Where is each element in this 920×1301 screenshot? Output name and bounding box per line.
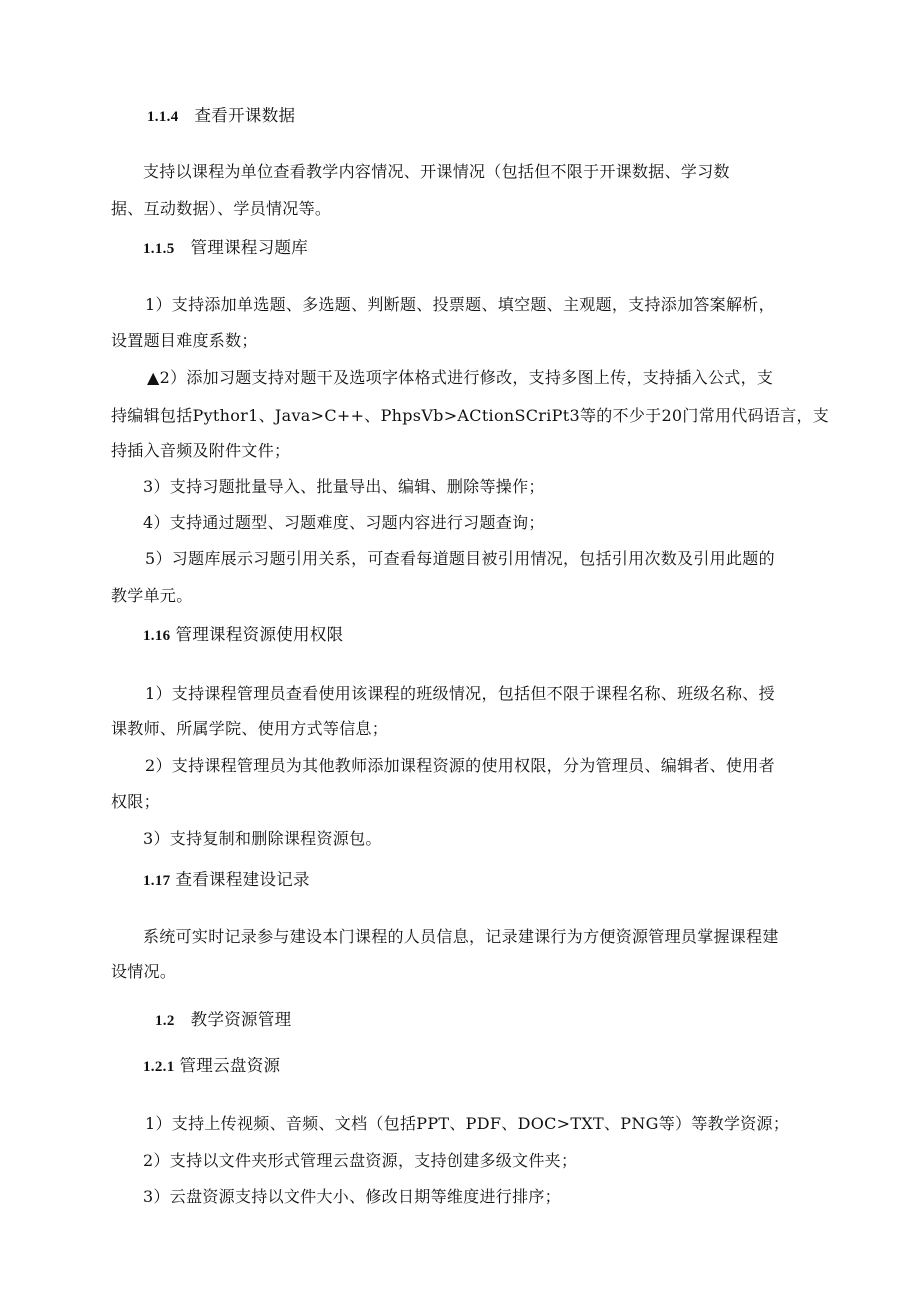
list-item: 1）支持添加单选题、多选题、判断题、投票题、填空题、主观题，支持添加答案解析，	[145, 295, 775, 314]
section-number: 1.1.5	[143, 241, 175, 257]
section-title: 教学资源管理	[190, 1010, 292, 1029]
section-heading-1-2-1	[143, 1056, 843, 1077]
list-item: 2）支持以文件夹形式管理云盘资源，支持创建多级文件夹；	[143, 1151, 578, 1170]
list-item-continuation: 设置题目难度系数；	[111, 331, 258, 350]
list-item-continuation: 教学单元。	[111, 586, 193, 605]
list-item: 5）习题库展示习题引用关系，可查看每道题目被引用情况，包括引用次数及引用此题的	[145, 549, 775, 568]
list-item: 2）支持课程管理员为其他教师添加课程资源的使用权限，分为管理员、编辑者、使用者	[145, 756, 775, 775]
section-number: 1.2.1	[143, 1059, 175, 1075]
section-heading-1-17	[143, 870, 843, 891]
section-heading-1-16	[143, 625, 843, 646]
list-item: 3）支持习题批量导入、批量导出、编辑、删除等操作；	[143, 477, 545, 496]
paragraph-line: 据、互动数据）、学员情况等。	[111, 199, 332, 218]
section-heading-1-2	[155, 1010, 855, 1031]
list-item: 3）云盘资源支持以文件大小、修改日期等维度进行排序；	[143, 1187, 561, 1206]
section-number: 1.1.4	[147, 109, 179, 125]
list-item-continuation: 持插入音频及附件文件；	[111, 441, 291, 460]
list-item: ▲2）添加习题支持对题干及选项字体格式进行修改，支持多图上传，支持插入公式，支	[147, 368, 774, 387]
section-title: 查看开课数据	[194, 106, 296, 125]
section-title: 管理云盘资源	[179, 1056, 281, 1075]
list-item-continuation: 权限；	[111, 792, 160, 811]
section-heading-1-1-5	[143, 238, 843, 259]
paragraph-line: 支持以课程为单位查看教学内容情况、开课情况（包括但不限于开课数据、学习数	[143, 162, 730, 181]
list-item: 4）支持通过题型、习题难度、习题内容进行习题查询；	[143, 513, 545, 532]
list-item-continuation: 课教师、所属学院、使用方式等信息；	[111, 719, 389, 738]
list-item: 1）支持课程管理员查看使用该课程的班级情况，包括但不限于课程名称、班级名称、授	[145, 684, 775, 703]
paragraph-line: 设情况。	[111, 962, 177, 981]
paragraph-line: 系统可实时记录参与建设本门课程的人员信息，记录建课行为方便资源管理员掌握课程建	[143, 927, 779, 946]
section-number: 1.2	[155, 1013, 175, 1029]
list-item: 1）支持上传视频、音频、文档（包括PPT、PDF、DOC>TXT、PNG等）等教学资源；	[145, 1114, 790, 1133]
section-number: 1.17	[143, 873, 171, 889]
section-title: 查看课程建设记录	[175, 870, 310, 889]
list-item-continuation: 持编辑包括Pythor1、Java>C++、PhpsVb>ACtionSCriPt3等的不少于20门常用代码语言，支	[111, 406, 830, 425]
section-number: 1.16	[143, 628, 171, 644]
section-title: 管理课程习题库	[190, 238, 309, 257]
section-heading-1-1-4	[147, 106, 847, 127]
list-item: 3）支持复制和删除课程资源包。	[143, 829, 382, 848]
section-title: 管理课程资源使用权限	[175, 625, 344, 644]
